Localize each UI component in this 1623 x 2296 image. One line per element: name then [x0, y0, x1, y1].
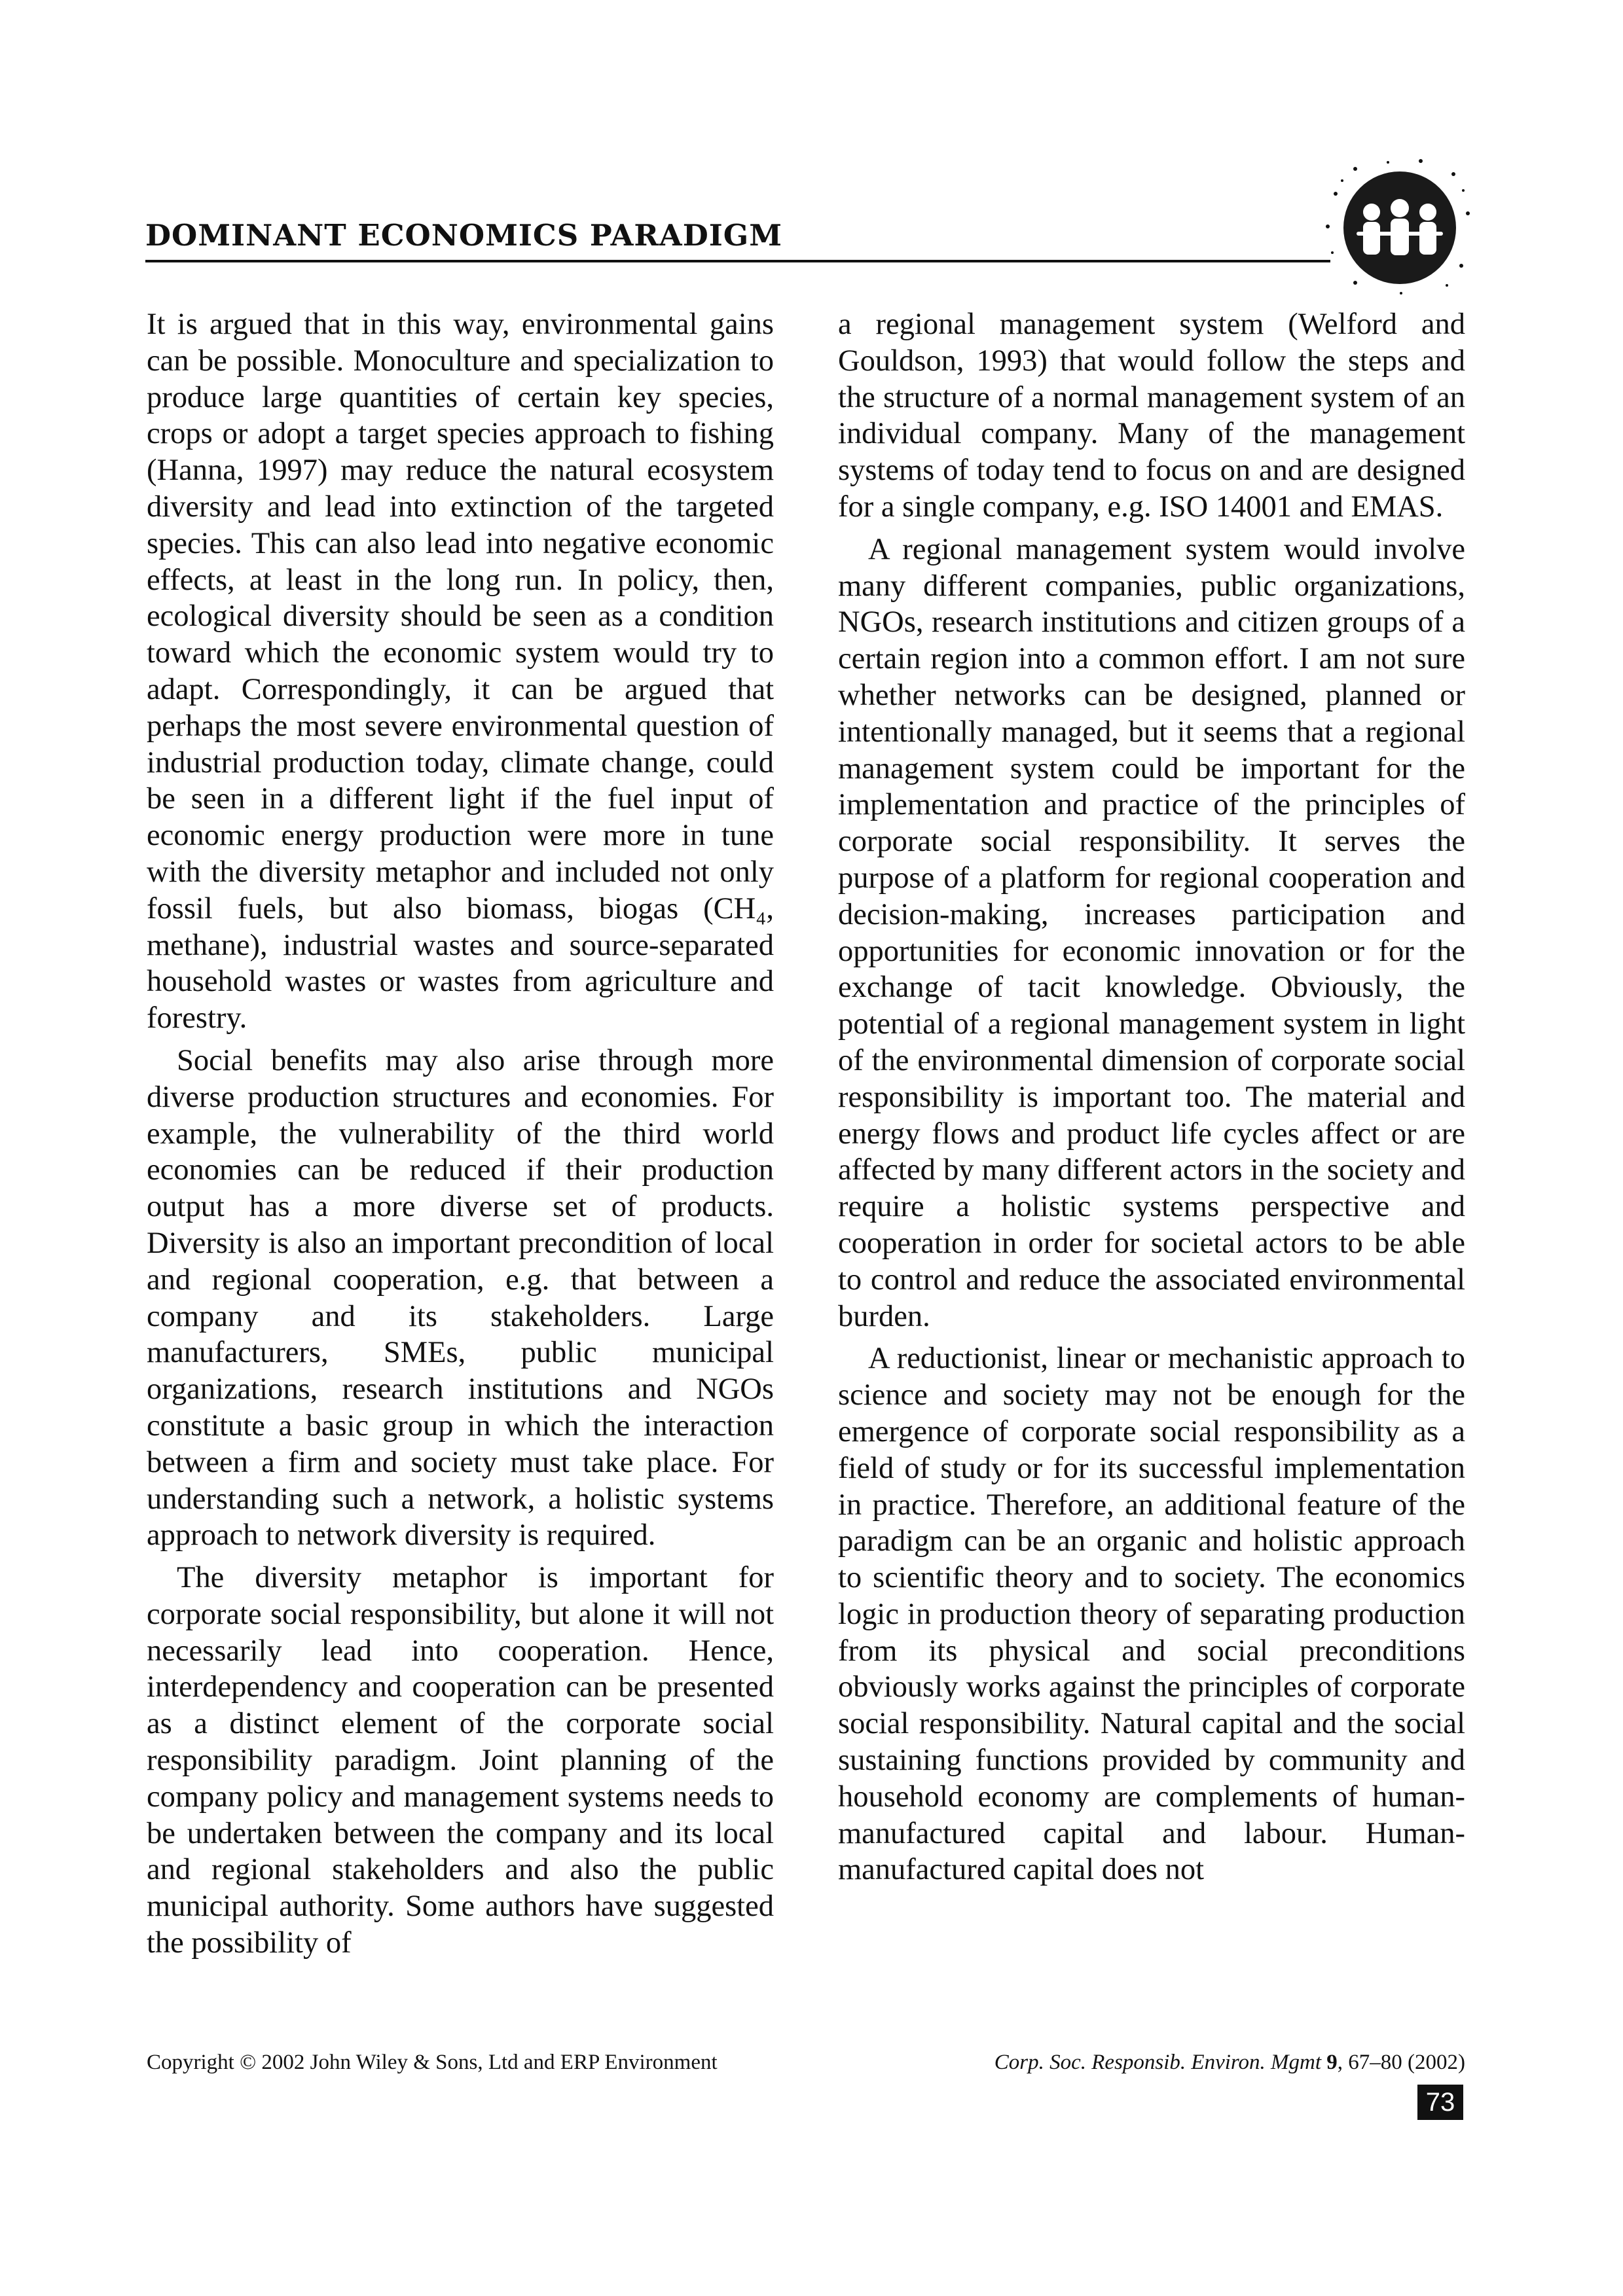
left-paragraph-1: It is argued that in this way, environmental gains can be possible. Monoculture and specialization to produce large quantities of certain key species, crops or adopt a target species approach to fishing (Hanna, 1997) may reduce the natural ecosystem diversity and lead into extinction of the targeted species. This can also lead into negative economic effects, at least in the long run. In policy, then, ecological diversity should be seen as a condition toward which the economic system would try to adapt. Correspondingly, it can be argued that perhaps the most severe environmental question of industrial production today, climate change, could be seen in a different light if the fuel input of economic energy production were more in tune with the diversity metaphor and included not only fossil fuels, but also biomass, biogas (CH₄, methane), industrial wastes and source-separated household wastes or wastes from agriculture and forestry. — [147, 308, 774, 1035]
left-paragraph-2: Social benefits may also arise through more diverse production structures and economies. For example, the vulnerability of the third world economies can be reduced if their production output has a more diverse set of products. Diversity is also an important precondition of local and regional cooperation, e.g. that between a company and its stakeholders. Large manufacturers, SMEs, public municipal organizations, research institutions and NGOs constitute a basic group in which the interaction between a firm and society must take place. For understanding such a network, a holistic systems approach to network diversity is required. — [147, 1043, 774, 1552]
page-number: 73 — [1417, 2085, 1463, 2120]
right-paragraph-1: a regional management system (Welford and Gouldson, 1993) that would follow the steps and the structure of a normal management system of an individual company. Many of the management systems of today tend to focus on and are designed for a single company, e.g. ISO 14001 and EMAS. — [838, 308, 1465, 524]
right-paragraph-3: A reductionist, linear or mechanistic approach to science and society may not be enough for the emergence of corporate social responsibility as a field of study or for its successful implementation in practice. Therefore, an additional feature of the paradigm can be an organic and holistic approach to scientific theory and to society. The economics logic in production theory of separating production from its physical and social preconditions obviously works against the principles of corporate social responsibility. Natural capital and the social sustaining functions provided by community and household economy are complements of human-manufactured capital and labour. Human-manufactured capital does not — [838, 1342, 1465, 1887]
copyright-notice: Copyright © 2002 John Wiley & Sons, Ltd and ERP Environment — [147, 2051, 718, 2074]
left-paragraph-3: The diversity metaphor is important for corporate social responsibility, but alone it will not necessarily lead into cooperation. Hence, interdependency and cooperation can be presented as a distinct element of the corporate social responsibility paradigm. Joint planning of the company policy and management systems needs to be undertaken between the company and its local and regional stakeholders and also the public municipal authority. Some authors have suggested the possibility of — [147, 1561, 774, 1960]
right-column — [838, 306, 1465, 1888]
right-paragraph-2: A regional management system would involve many different companies, public organizations, NGOs, research institutions and citizen groups of a certain region into a common effort. I am not sure whether networks can be designed, planned or intentionally managed, but it seems that a regional management system could be important for the implementation and practice of the principles of corporate social responsibility. It serves the purpose of a platform for regional cooperation and decision-making, increases participation and opportunities for economic innovation or for the exchange of tacit knowledge. Obviously, the potential of a regional management system in light of the environmental dimension of corporate social responsibility is important too. The material and energy flows and product life cycles affect or are affected by many different actors in the society and require a holistic systems perspective and cooperation in order for societal actors to be able to control and reduce the associated environmental burden. — [838, 532, 1465, 1333]
journal-citation — [825, 2051, 1465, 2075]
journal-volume: 9 — [1326, 2051, 1338, 2074]
header-rule — [145, 260, 1330, 262]
people-group-emblem-icon — [1316, 154, 1480, 298]
left-column — [147, 306, 774, 1962]
journal-name: Corp. Soc. Responsib. Environ. Mgmt — [994, 2051, 1322, 2074]
running-head: DOMINANT ECONOMICS PARADIGM — [145, 218, 783, 253]
journal-pages-year: , 67–80 (2002) — [1337, 2051, 1465, 2074]
